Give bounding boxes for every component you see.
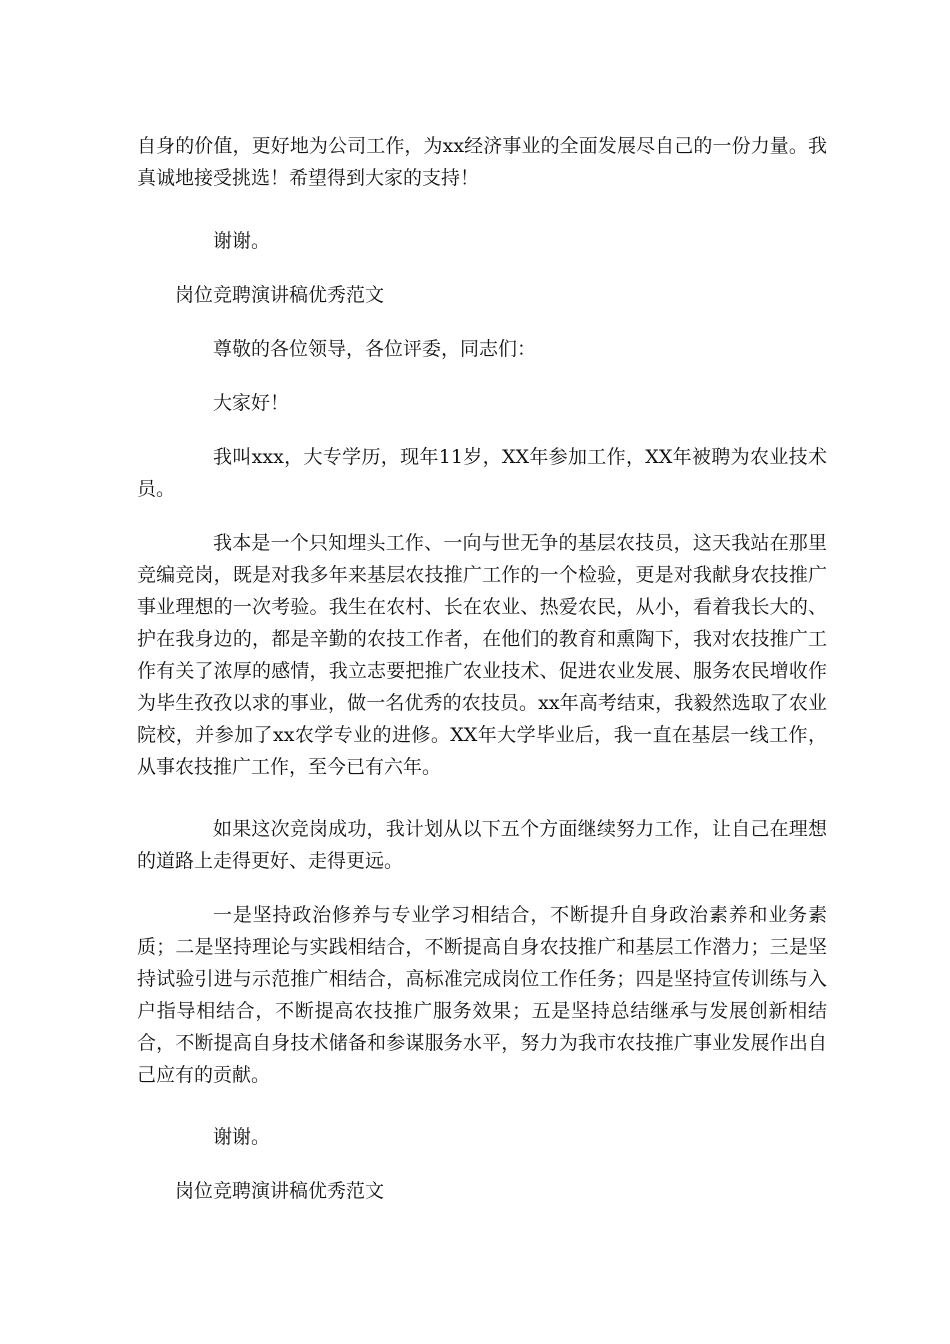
paragraph-thanks-2: 谢谢。	[213, 1126, 271, 1148]
paragraph-thanks: 谢谢。	[213, 230, 271, 252]
paragraph-background: 我本是一个只知埋头工作、一向与世无争的基层农技员，这天我站在那里竞编竞岗，既是对我多年来基层农技推广工作的一个检验，更是对我献身农技推广事业理想的一次考验。我生在农村、长在农业、热爱农民，从小，看着我长大的、护在我身边的，都是辛勤的农技工作者，在他们的教育和熏陶下，我对农技推广工作有关了浓厚的感情，我立志要把推广农业技术、促进农业发展、服务农民增收作为毕生孜孜以求的事业，做一名优秀的农技员。xx年高考结束，我毅然选取了农业院校，并参加了xx农学专业的进修。XX年大学毕业后，我一直在基层一线工作，从事农技推广工作，至今已有六年。	[137, 532, 827, 778]
section-title: 岗位竞聘演讲稿优秀范文	[175, 284, 385, 306]
paragraph-plan-intro: 如果这次竞岗成功，我计划从以下五个方面继续努力工作，让自己在理想的道路上走得更好、走得更远。	[137, 818, 827, 872]
paragraph-plan-details: 一是坚持政治修养与专业学习相结合，不断提升自身政治素养和业务素质；二是坚持理论与实践相结合，不断提高自身农技推广和基层工作潜力；三是坚持试验引进与示范推广相结合，高标准完成岗位工作任务；四是坚持宣传训练与入户指导相结合，不断提高农技推广服务效果；五是坚持总结继承与发展创新相结合，不断提高自身技术储备和参谋服务水平，努力为我市农技推广事业发展作出自己应有的贡献。	[137, 904, 827, 1086]
section-title-2: 岗位竞聘演讲稿优秀范文	[175, 1180, 385, 1202]
paragraph-greeting: 大家好！	[213, 392, 290, 414]
paragraph-introduction: 我叫xxx，大专学历，现年11岁，XX年参加工作，XX年被聘为农业技术员。	[137, 446, 827, 500]
paragraph-salutation: 尊敬的各位领导，各位评委，同志们：	[213, 338, 537, 360]
paragraph-continuation: 自身的价值，更好地为公司工作，为xx经济事业的全面发展尽自己的一份力量。我真诚地接受挑选！希望得到大家的支持！	[137, 135, 827, 189]
